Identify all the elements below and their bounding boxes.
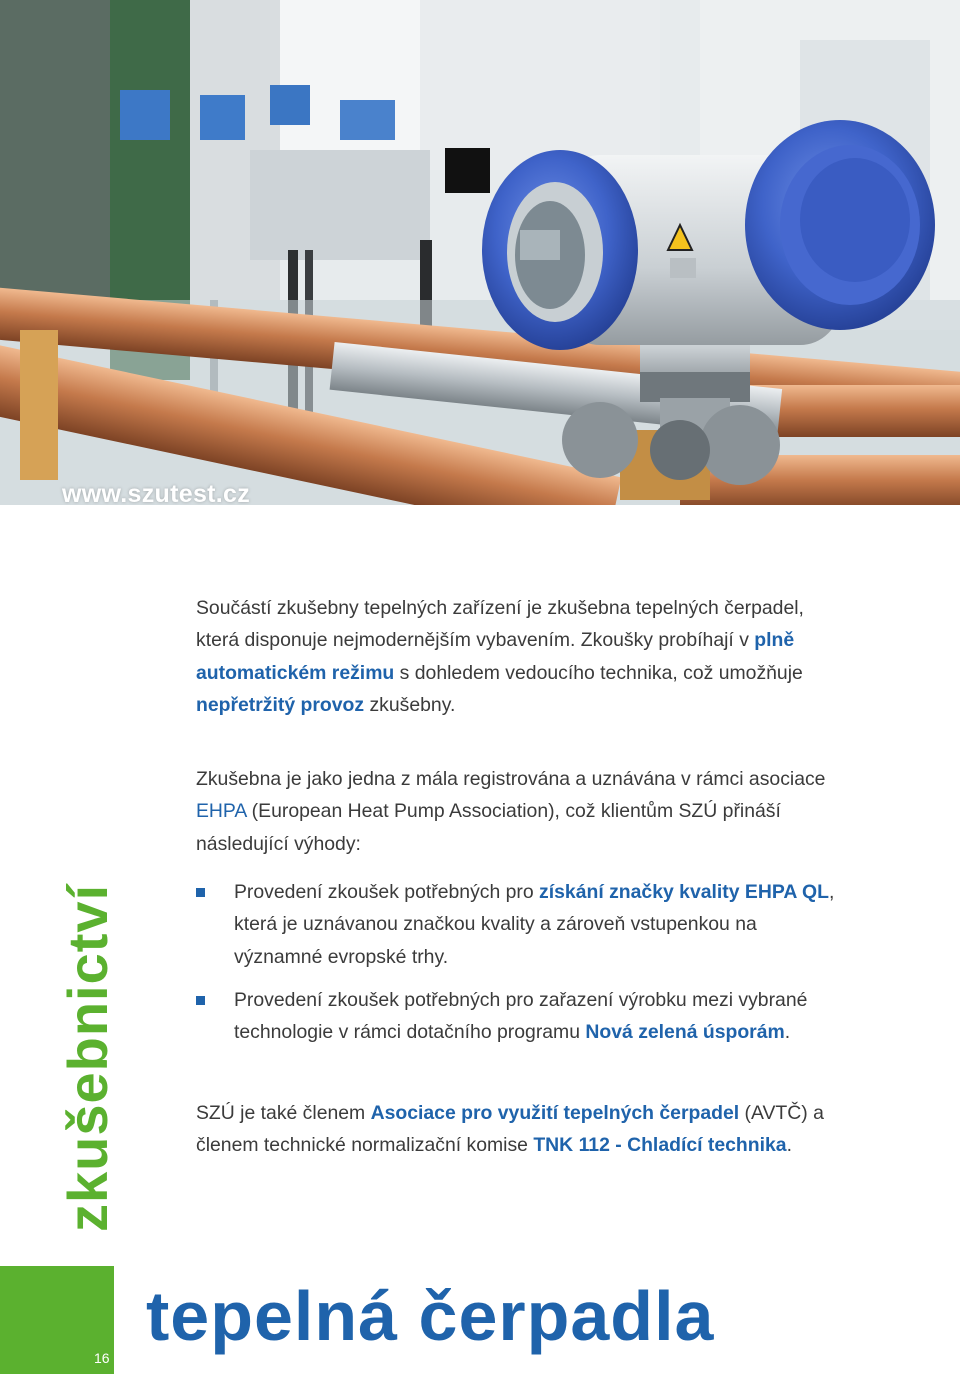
section-vertical-title: zkušebnictví	[56, 883, 119, 1232]
text: Provedení zkoušek potřebných pro zařazení výrobku mezi vybrané technologie v rámci dotačního programu	[234, 988, 808, 1044]
list-item	[196, 876, 836, 973]
highlight-ehpa: EHPA	[196, 800, 247, 823]
square-bullet-icon	[196, 996, 205, 1005]
text: Provedení zkoušek potřebných pro	[234, 881, 540, 903]
website-url[interactable]: www.szutest.cz	[62, 480, 251, 505]
text: s dohledem vedoucího technika, což umožňuje	[394, 661, 803, 684]
highlight-nova-zelena-usporam: Nová zelená úsporám	[585, 1021, 785, 1044]
membership-paragraph	[196, 1097, 836, 1162]
text: Součástí zkušebny tepelných zařízení je zkušebna tepelných čerpadel, která disponuje nejmodernějším vybavením. Zkoušky probíhají v	[196, 597, 804, 652]
page-number: 16	[94, 1350, 110, 1366]
flowmeter-photo-illustration	[0, 0, 960, 505]
header-photo	[0, 0, 960, 505]
text: (AVTČ) a členem technické normalizační komise	[196, 1102, 824, 1157]
text: Zkušebna je jako jedna z mála registrována a uznávána v rámci asociace	[196, 768, 826, 790]
intro-paragraph	[196, 592, 836, 721]
square-bullet-icon	[196, 888, 205, 897]
text: (European Heat Pump Association), což klientům SZÚ přináší následující výhody:	[196, 800, 781, 855]
text: .	[786, 1134, 792, 1157]
page-title: tepelná čerpadla	[146, 1277, 715, 1355]
highlight-automatic-mode: plně automatickém režimu	[196, 629, 795, 684]
text: , která je uznávanou značkou kvality a zároveň vstupenkou na významné evropské trhy.	[234, 881, 835, 968]
ehpa-paragraph	[196, 763, 836, 860]
highlight-nonstop-operation: nepřetržitý provoz	[196, 693, 365, 716]
highlight-tnk-112: TNK 112 - Chladící technika	[533, 1134, 787, 1157]
list-item	[196, 984, 836, 1049]
text: zkušebny.	[364, 693, 456, 716]
text: .	[784, 1021, 791, 1044]
highlight-ehpa-ql: získání značky kvality EHPA QL	[539, 881, 829, 903]
benefits-list	[196, 876, 836, 1048]
highlight-avtc: Asociace pro využití tepelných čerpadel	[370, 1102, 740, 1124]
text: SZÚ je také členem	[196, 1102, 371, 1124]
